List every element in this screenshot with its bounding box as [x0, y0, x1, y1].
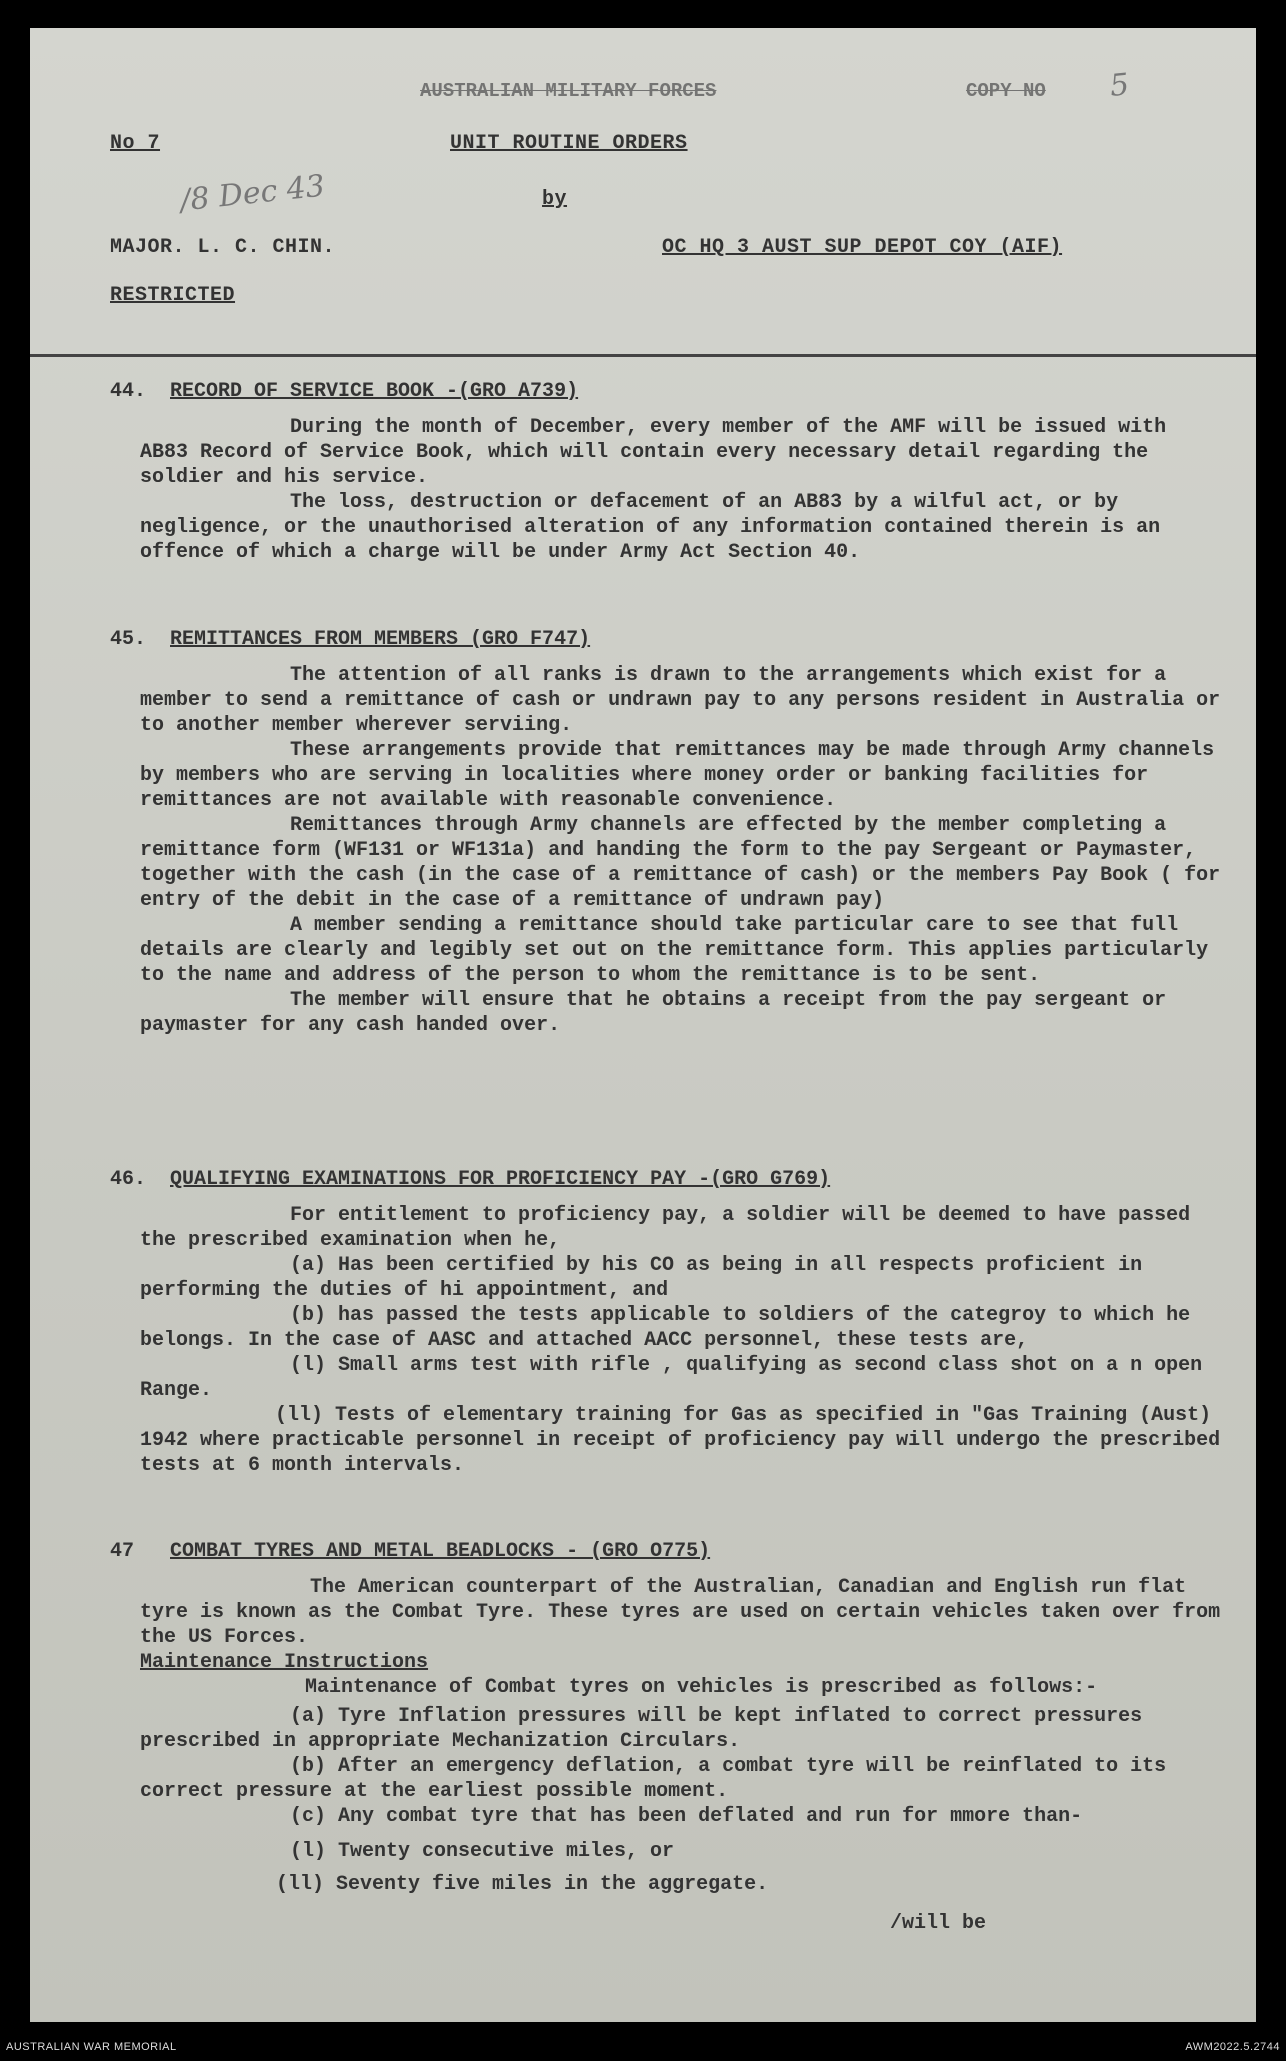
paragraph: (ll) Tests of elementary training for Gas as specified in "Gas Training (Aust) 1942 where practicable personnel in receipt of proficiency pay will undergo the prescribed tests at 6 month intervals. — [140, 1404, 1221, 1477]
paragraph: (a) Tyre Inflation pressures will be kept inflated to correct pressures prescribed in appropriate Mechanization Circulars. — [140, 1705, 1143, 1753]
subheading: Maintenance Instructions — [140, 1651, 429, 1674]
paragraph: Maintenance of Combat tyres on vehicles is prescribed as follows:- — [305, 1676, 1098, 1699]
paragraph: The attention of all ranks is drawn to the arrangements which exist for a member to send a remittance of cash or undrawn pay to any persons resident in Australia or to another member wherever serviing. — [140, 664, 1221, 737]
paragraph: The loss, destruction or defacement of an AB83 by a wilful act, or by negligence, or the unauthorised alteration of any information contained therein is an offence of which a charge will be under Army Act Section 40. — [140, 491, 1161, 564]
paragraph: The member will ensure that he obtains a receipt from the pay sergeant or paymaster for any cash handed over. — [140, 989, 1167, 1037]
paragraph: For entitlement to proficiency pay, a soldier will be deemed to have passed the prescribed examination when he, — [140, 1204, 1191, 1252]
by-line: by — [542, 188, 568, 211]
struck-heading: AUSTRALIAN MILITARY FORCES — [420, 80, 717, 102]
item-number: 47 — [110, 1540, 135, 1563]
paragraph: (a) Has been certified by his CO as being in all respects proficient in performing the duties of hi appointment, and — [140, 1254, 1143, 1302]
item-title: QUALIFYING EXAMINATIONS FOR PROFICIENCY PAY -(GRO G769) — [170, 1168, 831, 1191]
item-number: 44. — [110, 380, 147, 403]
order-number: No 7 — [110, 132, 161, 155]
paragraph: (l) Small arms test with rifle , qualifying as second class shot on a n open Range. — [140, 1354, 1203, 1402]
order-item-47 — [110, 1540, 1226, 1936]
paragraph: A member sending a remittance should take particular care to see that full details are clearly and legibly set out on the remittance form. This applies particularly to the name and address of the person to whom the remittance is to be sent. — [140, 914, 1209, 987]
paragraph: During the month of December, every member of the AMF will be issued with AB83 Record of Service Book, which will contain every necessary detail regarding the soldier and his service. — [140, 416, 1167, 489]
paragraph: (b) After an emergency deflation, a combat tyre will be reinflated to its correct pressure at the earliest possible moment. — [140, 1755, 1167, 1803]
order-item-44 — [110, 380, 1226, 565]
document-page — [30, 28, 1256, 2022]
restricted-label: RESTRICTED — [110, 284, 236, 307]
issuing-officer: MAJOR. L. C. CHIN. — [110, 236, 336, 259]
list-item: (ll) Seventy five miles in the aggregate. — [276, 1873, 769, 1896]
header-rule — [30, 354, 1256, 357]
order-item-45 — [110, 628, 1226, 1038]
item-number: 46. — [110, 1168, 147, 1191]
document-title: UNIT ROUTINE ORDERS — [450, 132, 688, 155]
order-item-46 — [110, 1168, 1226, 1478]
handwritten-date: /8 Dec 43 — [178, 168, 327, 219]
catchword: /will be — [890, 1912, 987, 1935]
accession-number: AWM2022.5.2744 — [1185, 2041, 1280, 2053]
archive-credit: AUSTRALIAN WAR MEMORIAL — [6, 2041, 177, 2053]
paragraph: Remittances through Army channels are effected by the member completing a remittance form (WF131 or WF131a) and handing the form to the pay Sergeant or Paymaster, together with the cash (in the case of a remittance of cash) or the members Pay Book ( for entry of the debit in the case of a remittance of undrawn pay) — [140, 814, 1221, 912]
handwritten-copy-number: 5 — [1108, 67, 1131, 104]
unit-name: OC HQ 3 AUST SUP DEPOT COY (AIF) — [662, 236, 1063, 259]
item-number: 45. — [110, 628, 147, 651]
paragraph: (b) has passed the tests applicable to soldiers of the categroy to which he belongs. In the case of AASC and attached AACC personnel, these tests are, — [140, 1304, 1191, 1352]
item-title: COMBAT TYRES AND METAL BEADLOCKS - (GRO O775) — [170, 1540, 711, 1563]
paragraph: These arrangements provide that remittances may be made through Army channels by members who are serving in localities where money order or banking facilities for remittances are not available with reasonable convenience. — [140, 739, 1215, 812]
struck-copy-label: COPY NO — [966, 80, 1046, 102]
item-title: REMITTANCES FROM MEMBERS (GRO F747) — [170, 628, 591, 651]
item-title: RECORD OF SERVICE BOOK -(GRO A739) — [170, 380, 579, 403]
list-item: (l) Twenty consecutive miles, or — [290, 1840, 675, 1863]
paragraph: The American counterpart of the Australian, Canadian and English run flat tyre is known as the Combat Tyre. These tyres are used on certain vehicles taken over from the US Forces. — [140, 1576, 1221, 1649]
paragraph: (c) Any combat tyre that has been deflated and run for mmore than- — [290, 1805, 1083, 1828]
